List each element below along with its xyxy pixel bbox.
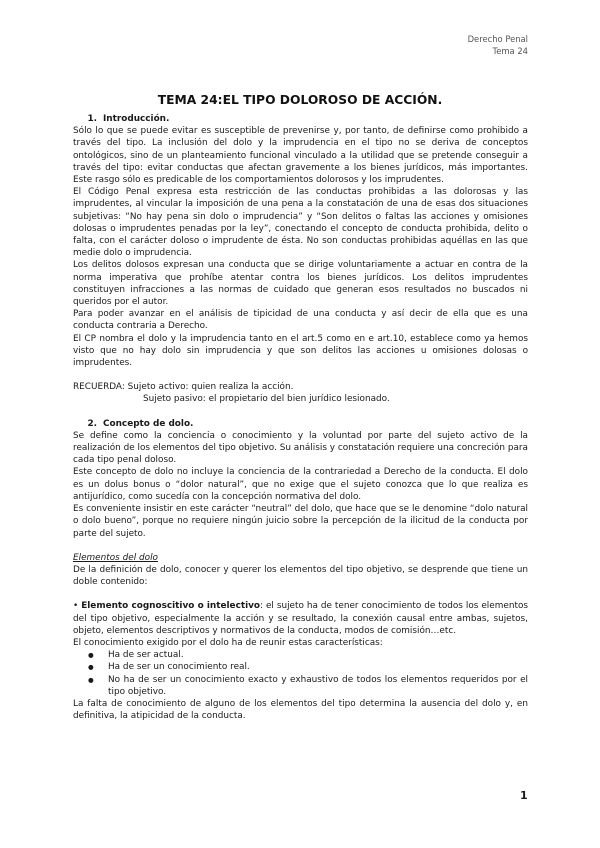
paragraph: Este concepto de dolo no incluye la conciencia de la contrariedad a Derecho de la conducta. El dolo es un dolus bonus o “dolor natural”, que no exige que el sujeto conozca que lo que realiza es antijurídico, como sucedía con la concepción normativa del dolo. xyxy=(73,467,528,502)
elemento-text: : el sujeto ha de tener conocimiento de todos los elementos del tipo objetivo, especialmente la acción y se resultado, la conexión causal entre ambas, sujetos, objeto, elementos descriptivos y normativos de la conducta, modos de comisión…etc. xyxy=(73,601,529,636)
paragraph: Sólo lo que se puede evitar es susceptible de prevenirse y, por tanto, de definirse como prohibido a través del tipo. La inclusión del dolo y la imprudencia en el tipo no se deriva de conceptos ontológicos, sino de un planteamiento funcional vinculado a la utilidad que se pretende conseguir a través del tipo: evitar conductas que afectan gravemente a los bienes jurídicos, más importantes. Este rasgo sólo es predicable de los comportamientos dolorosos y los imprudentes. xyxy=(73,126,528,186)
elemento-label: Elemento cognoscitivo o intelectivo xyxy=(81,601,260,612)
list-item: ● No ha de ser un conocimiento exacto y exhaustivo de todos los elementos requeridos por el tipo objetivo. xyxy=(73,674,528,698)
paragraph: Los delitos dolosos expresan una conducta que se dirige voluntariamente a actuar en contra de la norma imperativa que prohíbe atentar contra los bienes jurídicos. Los delitos imprudentes constituyen infracciones a las normas de cuidado que generan esos resultados no buscados ni queridos por el autor. xyxy=(73,260,528,308)
header-subject: Derecho Penal xyxy=(467,34,528,44)
section-heading-concepto xyxy=(73,418,528,430)
paragraph: El Código Penal expresa esta restricción de las conductas prohibidas a las dolorosas y las imprudentes, al vincular la imposición de una pena a la constatación de una de esas dos situaciones subjetivas: “No hay pena sin dolo o imprudencia” y “Son delitos o faltas las acciones y omisiones dolosas o imprudentes penadas por la ley”, conectando el concepto de conducta prohibida, delito o falta, con el carácter doloso o imprudente de ésta. No son conductas prohibidas aquéllas en las que medie dolo o imprudencia. xyxy=(73,187,528,259)
page-number: 1 xyxy=(520,789,528,802)
recuerda-line: Sujeto pasivo: el propietario del bien jurídico lesionado. xyxy=(143,394,390,405)
section-title: Concepto de dolo. xyxy=(103,418,194,429)
subsection-heading-elementos: Elementos del dolo xyxy=(73,552,158,563)
paragraph: De la definición de dolo, conocer y querer los elementos del tipo objetivo, se desprende que tiene un doble contenido: xyxy=(73,564,528,588)
paragraph: El CP nombra el dolo y la imprudencia tanto en el art.5 como en e art.10, establece como ya hemos visto que no hay dolo sin imprudencia y que son delitos las acciones u omisiones dolosas o imprudentes. xyxy=(73,333,528,369)
bullet-glyph: • xyxy=(73,601,79,612)
document-body xyxy=(73,113,528,722)
list-item: ● Ha de ser un conocimiento real. xyxy=(73,661,528,673)
paragraph: Se define como la conciencia o conocimiento y la voluntad por parte del sujeto activo de la realización de los elementos del tipo objetivo. Su análisis y constatación requiere una concreción para cada tipo penal doloso. xyxy=(73,430,528,466)
header-topic: Tema 24 xyxy=(492,46,528,56)
paragraph: Para poder avanzar en el análisis de tipicidad de una conducta y así decir de ella que es una conducta contraria a Derecho. xyxy=(73,309,528,332)
section-title: Introducción. xyxy=(103,114,170,124)
section-number: 1. xyxy=(87,114,97,124)
paragraph: Es conveniente insistir en este carácter “neutral” del dolo, que hace que se le denomine “dolo natural o dolo bueno”, porque no requiere ningún juicio sobre la percepción de la ilicitud de la conducta por parte del sujeto. xyxy=(73,504,528,539)
page-header xyxy=(468,33,528,57)
section-number: 2. xyxy=(87,418,97,429)
paragraph: La falta de conocimiento de alguno de los elementos del tipo determina la ausencia del dolo y, en definitiva, la atipicidad de la conducta. xyxy=(73,698,528,722)
elemento-cognoscitivo xyxy=(73,600,528,637)
paragraph: El conocimiento exigido por el dolo ha de reunir estas características: xyxy=(73,637,383,648)
section-heading-introduccion xyxy=(73,113,528,125)
list-item: ● Ha de ser actual. xyxy=(73,649,528,661)
document-title: TEMA 24:EL TIPO DOLOROSO DE ACCIÓN. xyxy=(157,93,443,107)
recuerda-line: RECUERDA: Sujeto activo: quien realiza la acción. xyxy=(73,382,294,393)
requirements-list xyxy=(73,649,528,698)
